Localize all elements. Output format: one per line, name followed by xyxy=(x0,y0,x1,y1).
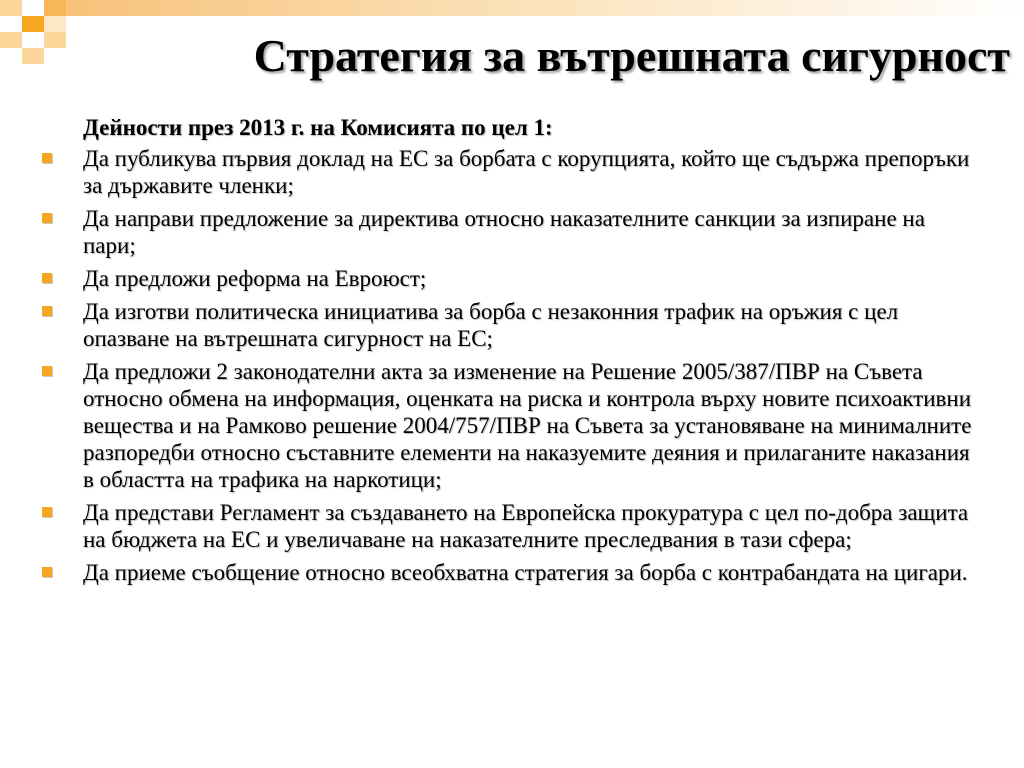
list-item xyxy=(40,265,980,292)
slide-title: Стратегия за вътрешната сигурност xyxy=(253,30,1010,81)
orange-square-bullet-icon xyxy=(42,567,52,577)
list-item-text: Да изготви политическа инициатива за борба с незаконния трафик на оръжия с цел опазване на вътрешната сигурност на ЕС; xyxy=(83,299,899,351)
deco-square-2 xyxy=(22,0,44,16)
list-item-text: Да направи предложение за директива относно наказателните санкции за изпиране на пари; xyxy=(83,206,925,258)
list-item xyxy=(40,298,980,352)
orange-square-bullet-icon xyxy=(42,213,52,223)
list-item-text: Да приеме съобщение относно всеобхватна стратегия за борба с контрабандата на цигари. xyxy=(83,560,968,585)
orange-square-bullet-icon xyxy=(42,306,52,316)
list-item xyxy=(40,358,980,493)
orange-square-bullet-icon xyxy=(42,153,52,163)
intro-heading: Дейности през 2013 г. на Комисията по цел 1: xyxy=(83,115,553,140)
list-item-text: Да представи Регламент за създаването на Европейска прокуратура с цел по-добра защита на бюджета на ЕС и увеличаване на наказателните преследвания в тази сфера; xyxy=(83,500,969,552)
orange-square-bullet-icon xyxy=(42,366,52,376)
list-item xyxy=(40,559,980,586)
list-item xyxy=(40,145,980,199)
list-item-text: Да публикува първия доклад на ЕС за борбата с корупцията, който ще съдържа препоръки за държавите членки; xyxy=(83,146,970,198)
list-item xyxy=(40,499,980,553)
list-item-text: Да предложи 2 законодателни акта за изменение на Решение 2005/387/ПВР на Съвета относно обмена на информация, оценката на риска и контрола върху новите психоактивни вещества и на Рамково решение 2004/757/ПВР на Съвета за установяване на минималните разпоредби относно съставните елементи на наказуемите деяния и прилаганите наказания в областта на трафика на наркотици; xyxy=(83,359,972,492)
top-gradient-bar xyxy=(66,0,1024,16)
bullet-list xyxy=(40,145,980,586)
list-item-text: Да предложи реформа на Евроюст; xyxy=(83,266,427,291)
deco-square-1 xyxy=(0,0,22,16)
orange-square-bullet-icon xyxy=(42,273,52,283)
orange-square-bullet-icon xyxy=(42,507,52,517)
deco-square-3 xyxy=(44,0,66,16)
list-item xyxy=(40,205,980,259)
slide-body xyxy=(40,114,980,592)
